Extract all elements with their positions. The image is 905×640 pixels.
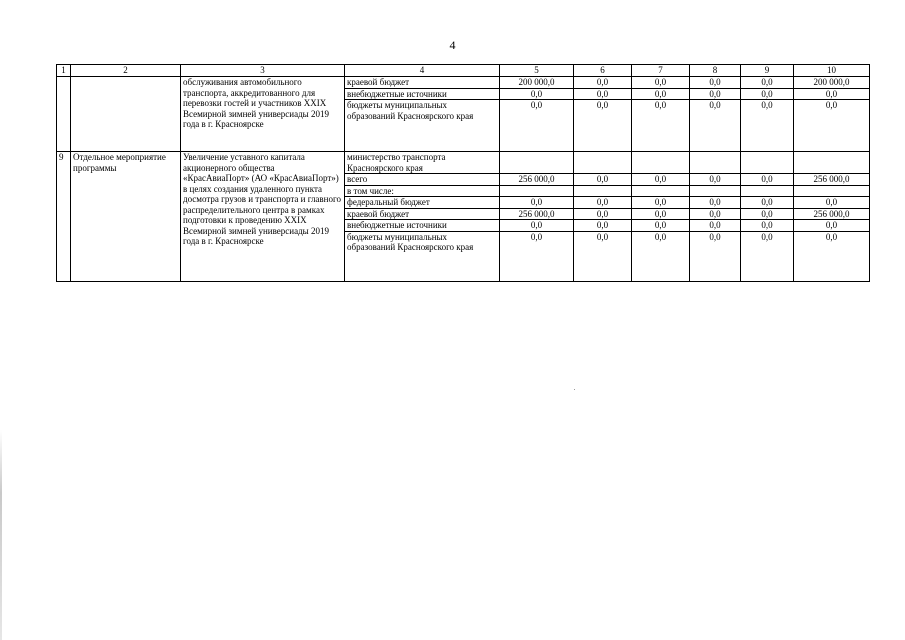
- value-cell: 0,0: [741, 100, 794, 152]
- row-number-cell: 9: [57, 152, 71, 282]
- value-cell: 0,0: [574, 100, 632, 152]
- value-cell: 0,0: [794, 100, 870, 152]
- value-cell: 0,0: [741, 197, 794, 209]
- column-number-row: [57, 65, 870, 77]
- value-cell: 0,0: [500, 197, 574, 209]
- value-cell: 0,0: [632, 88, 690, 100]
- column-header: 6: [574, 65, 632, 77]
- value-cell: 0,0: [574, 174, 632, 186]
- column-header: 2: [71, 65, 181, 77]
- value-cell: 256 000,0: [794, 208, 870, 220]
- value-cell: [741, 152, 794, 174]
- status-cell: Отдельное мероприятие программы: [71, 152, 181, 282]
- funding-source-label: бюджеты муниципальных образований Красноярского края: [345, 231, 500, 281]
- including-label: в том числе:: [345, 185, 500, 197]
- value-cell: 0,0: [794, 88, 870, 100]
- value-cell: 0,0: [632, 100, 690, 152]
- value-cell: 0,0: [574, 208, 632, 220]
- value-cell: 200 000,0: [794, 77, 870, 89]
- value-cell: 0,0: [500, 100, 574, 152]
- value-cell: 256 000,0: [500, 208, 574, 220]
- value-cell: 0,0: [632, 77, 690, 89]
- value-cell: 0,0: [690, 174, 741, 186]
- column-header: 1: [57, 65, 71, 77]
- column-header: 8: [690, 65, 741, 77]
- value-cell: [794, 152, 870, 174]
- value-cell: 0,0: [690, 197, 741, 209]
- value-cell: 0,0: [574, 88, 632, 100]
- row-number-cell: [57, 77, 71, 152]
- value-cell: [500, 152, 574, 174]
- measure-name-cell: Увеличение уставного капитала акционерного общества «КрасАвиаПорт» (АО «КрасАвиаПорт») в целях создания удаленного пункта досмотра грузов и транспорта и главного распределительного центра в рамках подготовки к проведению XXIX Всемирной зимней универсиады 2019 года в г. Красноярске: [181, 152, 345, 282]
- value-cell: [500, 185, 574, 197]
- funding-source-label: краевой бюджет: [345, 77, 500, 89]
- value-cell: 0,0: [632, 231, 690, 281]
- column-header: 4: [345, 65, 500, 77]
- value-cell: 0,0: [632, 174, 690, 186]
- measure-name-cell: обслуживания автомобильного транспорта, аккредитованного для перевозки гостей и участников XXIX Всемирной зимней универсиады 2019 года в г. Красноярске: [181, 77, 345, 152]
- value-cell: [741, 185, 794, 197]
- value-cell: 0,0: [794, 220, 870, 232]
- funding-source-label: краевой бюджет: [345, 208, 500, 220]
- status-cell: [71, 77, 181, 152]
- value-cell: 0,0: [690, 231, 741, 281]
- funding-source-label: внебюджетные источники: [345, 88, 500, 100]
- value-cell: 0,0: [690, 88, 741, 100]
- value-cell: 256 000,0: [794, 174, 870, 186]
- value-cell: [794, 185, 870, 197]
- funding-source-label: федеральный бюджет: [345, 197, 500, 209]
- value-cell: 0,0: [690, 100, 741, 152]
- table-row: [57, 77, 870, 89]
- value-cell: 0,0: [741, 231, 794, 281]
- value-cell: 0,0: [574, 77, 632, 89]
- value-cell: 0,0: [632, 220, 690, 232]
- column-header: 10: [794, 65, 870, 77]
- value-cell: 0,0: [574, 231, 632, 281]
- scan-speck: [574, 389, 575, 390]
- funding-source-label: бюджеты муниципальных образований Красноярского края: [345, 100, 500, 152]
- value-cell: [574, 185, 632, 197]
- value-cell: 0,0: [741, 220, 794, 232]
- value-cell: [632, 152, 690, 174]
- value-cell: 0,0: [500, 88, 574, 100]
- budget-table: [56, 64, 870, 282]
- value-cell: [574, 152, 632, 174]
- column-header: 9: [741, 65, 794, 77]
- value-cell: 0,0: [632, 197, 690, 209]
- value-cell: 0,0: [741, 88, 794, 100]
- value-cell: 0,0: [690, 77, 741, 89]
- value-cell: [690, 185, 741, 197]
- column-header: 3: [181, 65, 345, 77]
- value-cell: 0,0: [500, 231, 574, 281]
- value-cell: 0,0: [741, 77, 794, 89]
- value-cell: 200 000,0: [500, 77, 574, 89]
- column-header: 5: [500, 65, 574, 77]
- executor-cell: министерство транспорта Красноярского края: [345, 152, 500, 174]
- value-cell: 0,0: [741, 174, 794, 186]
- value-cell: 0,0: [794, 231, 870, 281]
- value-cell: 0,0: [632, 208, 690, 220]
- value-cell: 0,0: [690, 208, 741, 220]
- value-cell: 0,0: [574, 197, 632, 209]
- page-number: 4: [449, 38, 456, 52]
- value-cell: [632, 185, 690, 197]
- value-cell: 0,0: [500, 220, 574, 232]
- funding-source-label: внебюджетные источники: [345, 220, 500, 232]
- value-cell: 0,0: [794, 197, 870, 209]
- value-cell: 0,0: [690, 220, 741, 232]
- column-header: 7: [632, 65, 690, 77]
- value-cell: 0,0: [741, 208, 794, 220]
- value-cell: 256 000,0: [500, 174, 574, 186]
- scan-edge-shadow: [0, 430, 2, 640]
- table-row: [57, 152, 870, 174]
- value-cell: [690, 152, 741, 174]
- value-cell: 0,0: [574, 220, 632, 232]
- total-label: всего: [345, 174, 500, 186]
